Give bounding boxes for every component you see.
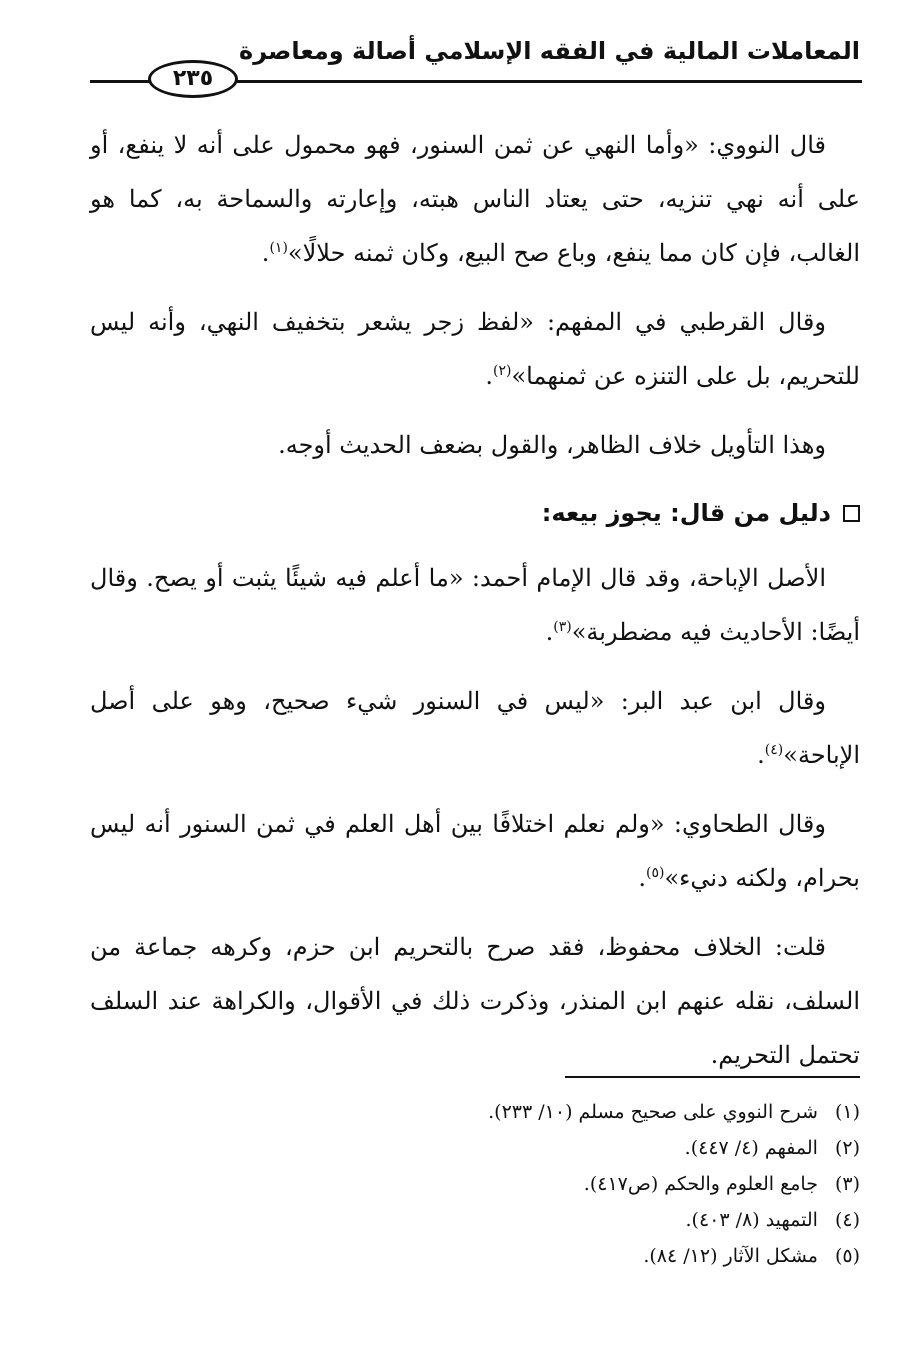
footnote-text: التمهيد (٨/ ٤٠٣). — [685, 1209, 818, 1231]
paragraph-text: وقال ابن عبد البر: «ليس في السنور شيء صحيح، وهو على أصل الإباحة» — [90, 687, 860, 769]
paragraph-text: قال النووي: «وأما النهي عن ثمن السنور، فهو محمول على أنه لا ينفع، أو على أنه نهي تنزيه، حتى يعتاد الناس هبته، وإعارته والسماحة به، كما هو الغالب، فإن كان مما ينفع، وباع صح البيع، وكان ثمنه حلالًا» — [90, 131, 860, 267]
paragraph-qurtubi — [90, 295, 860, 403]
footnote-ref[interactable]: (٥) — [645, 865, 665, 881]
paragraph-ahmad — [90, 551, 860, 659]
running-title: المعاملات المالية في الفقه الإسلامي أصالة ومعاصرة — [239, 37, 860, 65]
footnote-number: (٢) — [834, 1137, 860, 1159]
footnote-ref[interactable]: (١) — [269, 240, 288, 256]
paragraph-text: وقال القرطبي في المفهم: «لفظ زجر يشعر بتخفيف النهي، وأنه ليس للتحريم، بل على التنزه عن ثمنهما» — [90, 308, 860, 390]
footnote-text: شرح النووي على صحيح مسلم (١٠/ ٢٣٣). — [488, 1101, 818, 1123]
section-heading-text: دليل من قال: يجوز بيعه: — [541, 499, 831, 527]
footnote-number: (٥) — [834, 1245, 860, 1267]
footnote-number: (١) — [834, 1101, 860, 1123]
paragraph-tail: . — [261, 239, 270, 267]
paragraph-tail: . — [638, 864, 646, 892]
section-heading — [90, 487, 860, 539]
footnote-rule — [565, 1076, 860, 1078]
paragraph-nawawi — [90, 118, 860, 280]
footnote-number: (٤) — [834, 1209, 860, 1231]
footnote-item — [90, 1130, 860, 1166]
footnote-item — [90, 1238, 860, 1274]
paragraph-ibn-abd-albarr — [90, 674, 860, 782]
paragraph-tawil — [90, 418, 860, 472]
paragraph-tail: . — [545, 618, 554, 646]
paragraph-text: قلت: الخلاف محفوظ، فقد صرح بالتحريم ابن حزم، وكرهه جماعة من السلف، نقله عنهم ابن المنذر، وذكرت ذلك في الأقوال، والكراهة عند السلف تحتمل التحريم. — [90, 933, 861, 1069]
footnote-item — [90, 1094, 860, 1130]
footnote-item — [90, 1166, 860, 1202]
footnote-text: مشكل الآثار (١٢/ ٨٤). — [643, 1245, 818, 1267]
square-bullet-icon — [843, 505, 860, 522]
footnote-ref[interactable]: (٢) — [493, 363, 512, 379]
paragraph-qultu — [90, 920, 860, 1082]
paragraph-text: وقال الطحاوي: «ولم نعلم اختلافًا بين أهل العلم في ثمن السنور أنه ليس بحرام، ولكنه دنيء» — [90, 810, 860, 892]
footnote-number: (٣) — [834, 1173, 860, 1195]
paragraph-tail: . — [485, 362, 494, 390]
footnote-text: جامع العلوم والحكم (ص٤١٧). — [583, 1173, 818, 1195]
paragraph-text: الأصل الإباحة، وقد قال الإمام أحمد: «ما أعلم فيه شيئًا يثبت أو يصح. وقال أيضًا: الأحاديث فيه مضطربة» — [90, 564, 860, 646]
page-number: ٢٣٥ — [148, 60, 238, 98]
footnote-ref[interactable]: (٣) — [553, 619, 572, 635]
main-text — [90, 118, 860, 1097]
paragraph-tail: . — [757, 741, 765, 769]
paragraph-text: وهذا التأويل خلاف الظاهر، والقول بضعف الحديث أوجه. — [278, 431, 826, 459]
footnote-text: المفهم (٤/ ٤٤٧). — [684, 1137, 818, 1159]
footnote-item — [90, 1202, 860, 1238]
paragraph-tahawi — [90, 797, 860, 905]
footnotes — [90, 1094, 860, 1274]
footnote-ref[interactable]: (٤) — [764, 742, 784, 758]
